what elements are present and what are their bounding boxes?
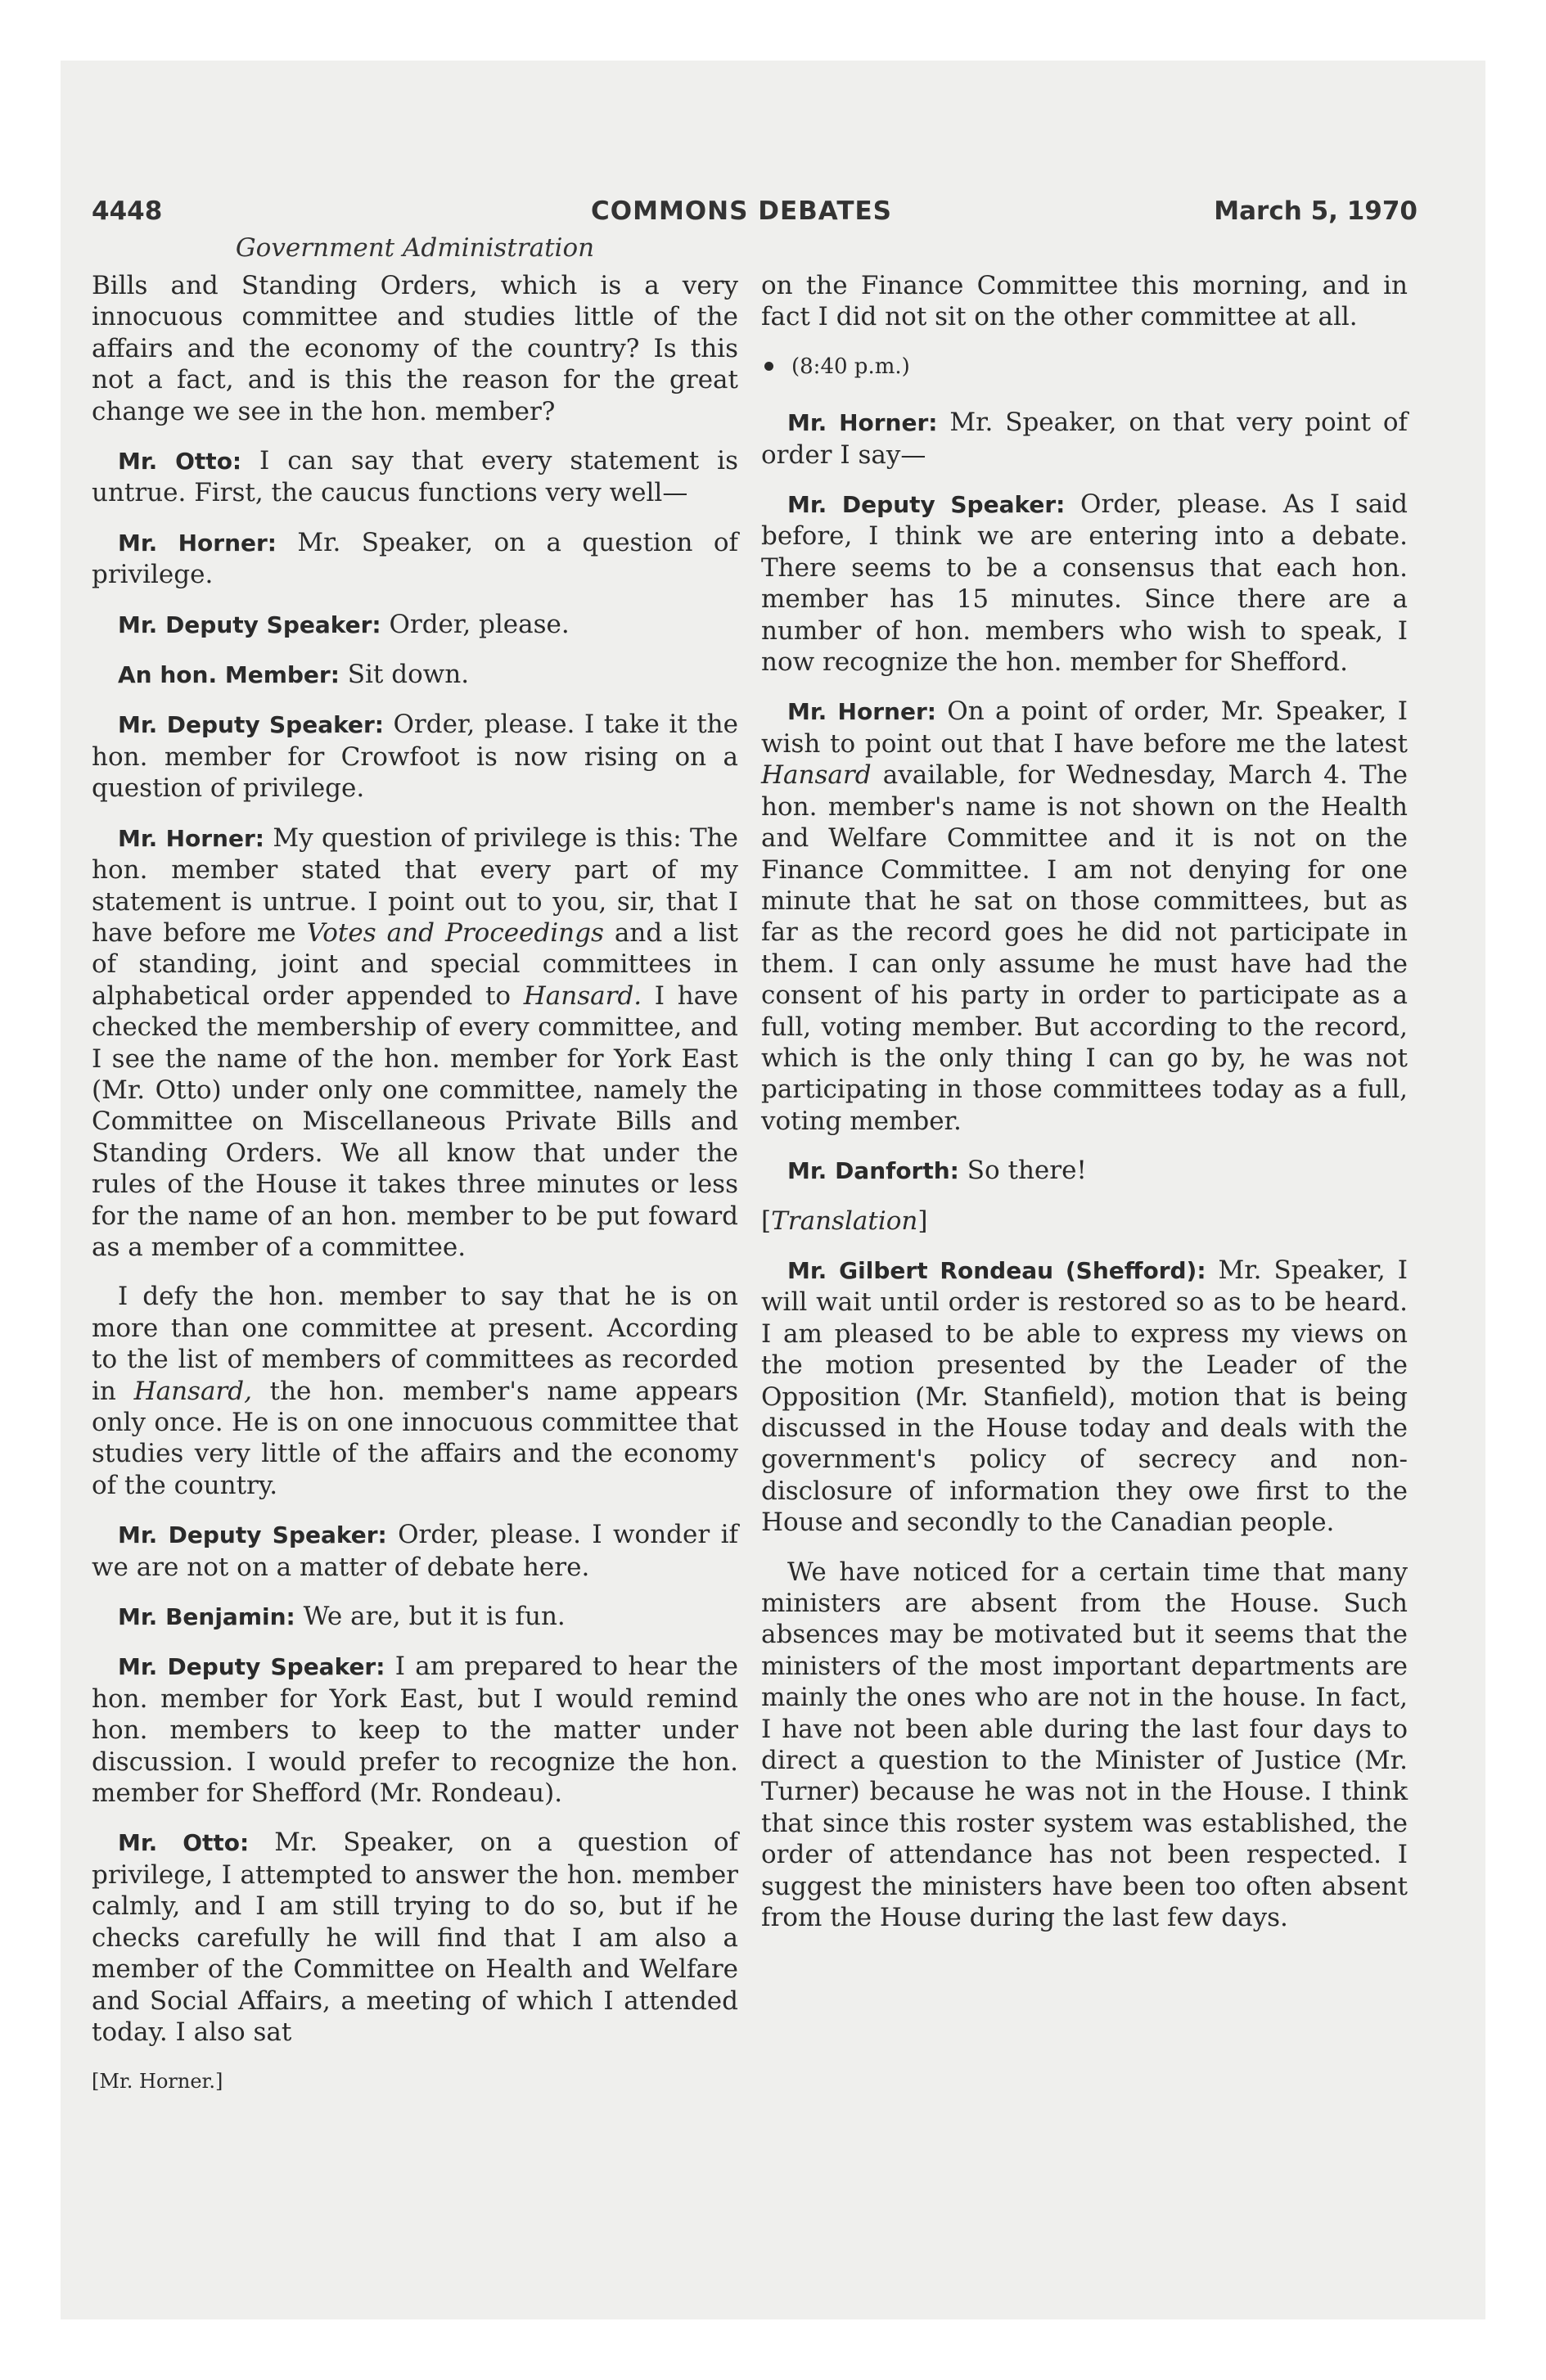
speaker-name: Mr. Danforth:	[787, 1157, 959, 1185]
speaker-name: Mr. Horner:	[787, 698, 936, 726]
bullet-icon	[764, 362, 773, 371]
speech-text: My question of privilege is this: The hon. member stated that every part of my statement is untrue. I point out to you, sir, that I have before me	[92, 823, 738, 948]
paragraph-text: Bills and Standing Orders, which is a very innocuous committee and studies little of the affairs and the economy of the country? Is this not a fact, and is this the reason for the great change we see in the hon. member?	[92, 271, 738, 426]
speech-text: Mr. Speaker, I will wait until order is restored so as to be heard. I am pleased to be able to express my views on the motion presented by the Leader of the Opposition (Mr. Stanfield), motion that is being discussed in the House today and deals with the government's policy of secrecy and non-disclosure of information they owe first to the House and secondly to the Canadian people.	[761, 1255, 1408, 1538]
speech-paragraph	[92, 1601, 738, 1633]
speaker-name: Mr. Deputy Speaker:	[118, 1653, 385, 1681]
translation-label: Translation	[771, 1206, 918, 1236]
italic-title: Hansard,	[133, 1376, 252, 1406]
speaker-name: Mr. Deputy Speaker:	[787, 491, 1066, 519]
speaker-name: Mr. Gilbert Rondeau (Shefford):	[787, 1256, 1206, 1284]
speaker-name: Mr. Deputy Speaker:	[118, 1521, 387, 1549]
speaker-name: An hon. Member:	[118, 661, 340, 689]
speech-text: and a list of standing, joint and special committees in alphabetical order appended to	[92, 917, 738, 1011]
speech-text: available, for Wednesday, March 4. The hon. member's name is not shown on the Health and Welfare Committee and it is not on the Finance Committee. I am not denying for one minute that he sat on those committees, but as far as the record goes he did not participate in them. I can only assume he must have had the consent of his party in order to participate as a full, voting member. But according to the record, which is the only thing I can go by, he was not participating in those committees today as a full, voting member.	[761, 760, 1408, 1136]
speaker-name: Mr. Horner:	[787, 409, 938, 437]
section-subtitle: Government Administration	[235, 233, 595, 263]
speech-text: Order, please. I take it the hon. member for Crowfoot is now rising on a question of privilege.	[92, 710, 738, 804]
time-marker	[761, 351, 1408, 382]
publication-title: COMMONS DEBATES	[591, 196, 892, 226]
paragraph-text: I defy the hon. member to say that he is on more than one committee at present. According to the list of members of committees as recorded in	[92, 1282, 738, 1406]
left-column	[92, 270, 738, 2116]
speaker-name: Mr. Horner:	[118, 529, 277, 557]
speech-paragraph	[92, 609, 738, 641]
italic-title: Hansard.	[523, 980, 642, 1011]
paragraph	[92, 1281, 738, 1501]
speaker-name: Mr. Deputy Speaker:	[118, 711, 384, 739]
speech-text: On a point of order, Mr. Speaker, I wish to point out that I have before me the latest	[761, 696, 1408, 759]
paragraph	[92, 270, 738, 427]
speech-text: Mr. Speaker, on a question of privilege, I attempted to answer the hon. member calmly, and I am still trying to do so, but if he checks carefully he will find that I am also a member of the Committee on Health and Welfare and Social Affairs, a meeting of which I attended today. I also sat	[92, 1828, 738, 2047]
italic-title: Votes and Proceedings	[306, 917, 604, 948]
paragraph	[761, 1557, 1408, 1934]
bracket-close: ]	[917, 1206, 928, 1236]
paragraph-text: We have noticed for a certain time that many ministers are absent from the House. Such absences may be motivated but it seems that the ministers of the most important departments are mainly the ones who are not in the house. In fact, I have not been able during the last four days to direct a question to the Minister of Justice (Mr. Turner) because he was not in the House. I think that since this roster system was established, the order of attendance has not been respected. I suggest the ministers have been too often absent from the House during the last few days.	[761, 1557, 1408, 1933]
speech-paragraph	[761, 696, 1408, 1137]
page-header	[92, 196, 1418, 237]
paragraph-text: the hon. member's name appears only once. He is on one innocuous committee that studies very little of the affairs and the economy of the country.	[92, 1376, 739, 1500]
speaker-name: Mr. Deputy Speaker:	[118, 611, 381, 638]
speech-text: Order, please. As I said before, I think we are entering into a debate. There seems to be a consensus that each hon. member has 15 minutes. Since there are a number of hon. members who wish to speak, I now recognize the hon. member for Shefford.	[761, 489, 1408, 678]
speaker-name: Mr. Benjamin:	[118, 1603, 295, 1631]
right-column	[761, 270, 1408, 1952]
speech-paragraph	[92, 659, 738, 691]
paragraph-text: on the Finance Committee this morning, and in fact I did not sit on the other committee at all.	[761, 271, 1408, 332]
speech-paragraph	[92, 1827, 738, 2048]
speech-paragraph	[761, 407, 1408, 471]
speech-text: I have checked the membership of every committee, and I see the name of the hon. member for York East (Mr. Otto) under only one committee, namely the Committee on Miscellaneous Private Bills and Standing Orders. We all know that under the rules of the House it takes three minutes or less for the name of an hon. member to be put foward as a member of a committee.	[92, 980, 738, 1262]
speech-paragraph	[761, 1155, 1408, 1187]
speech-paragraph	[92, 445, 738, 509]
speech-paragraph	[92, 1519, 738, 1583]
speech-text: Sit down.	[339, 660, 470, 690]
speaker-footnote: [Mr. Horner.]	[92, 2070, 223, 2094]
speech-paragraph	[92, 527, 738, 591]
speech-text: So there!	[958, 1156, 1087, 1186]
speech-text: Mr. Speaker, on that very point of order I say—	[761, 408, 1408, 470]
page-number: 4448	[92, 196, 163, 226]
speech-text: I can say that every statement is untrue. First, the caucus functions very well—	[92, 446, 738, 508]
bracket-open: [	[761, 1206, 772, 1236]
speech-paragraph	[92, 1651, 738, 1809]
speech-paragraph	[92, 823, 738, 1264]
speech-text: Order, please.	[381, 609, 570, 639]
speaker-name: Mr. Otto:	[118, 1829, 250, 1857]
speaker-name: Mr. Otto:	[118, 448, 242, 476]
speech-text: I am prepared to hear the hon. member for York East, but I would remind hon. members to keep to the matter under discussion. I would prefer to recognize the hon. member for Shefford (Mr. Rondeau).	[92, 1652, 738, 1809]
speech-text: Mr. Speaker, on a question of privilege.	[92, 527, 738, 590]
speaker-name: Mr. Horner:	[118, 824, 264, 852]
speech-paragraph	[92, 709, 738, 804]
italic-title: Hansard	[761, 760, 872, 791]
speech-paragraph	[761, 1255, 1408, 1539]
speech-text: Order, please. I wonder if we are not on a matter of debate here.	[92, 1520, 738, 1582]
speech-paragraph	[761, 489, 1408, 678]
translation-marker	[761, 1206, 1408, 1237]
paragraph	[761, 270, 1408, 333]
publication-date: March 5, 1970	[1214, 196, 1418, 226]
speech-text: We are, but it is fun.	[295, 1602, 566, 1632]
time-mark-text: (8:40 p.m.)	[791, 354, 910, 379]
